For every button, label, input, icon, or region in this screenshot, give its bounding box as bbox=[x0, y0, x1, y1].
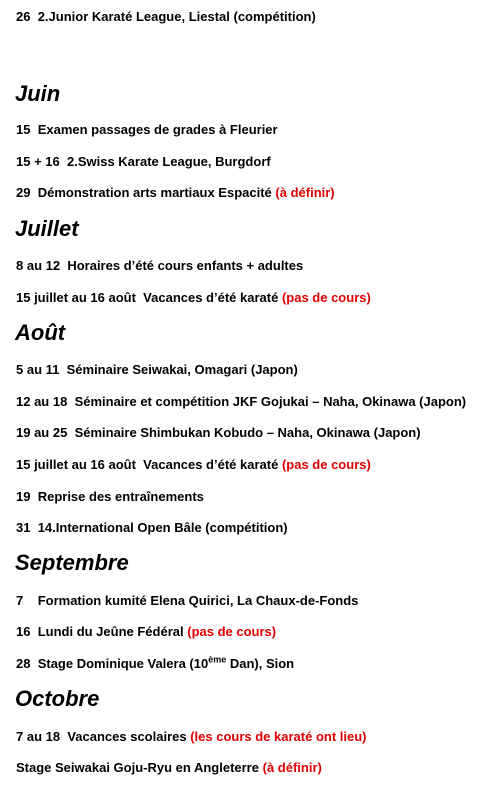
event-text-end: Dan), Sion bbox=[226, 656, 295, 671]
month-heading-octobre: Octobre bbox=[15, 686, 100, 711]
event-date: 19 bbox=[16, 489, 31, 504]
event-note: (les cours de karaté ont lieu) bbox=[190, 729, 367, 744]
event-text: Horaires d’été cours enfants + adultes bbox=[67, 258, 304, 273]
event-text: Stage Seiwakai Goju-Ryu en Angleterre bbox=[16, 760, 259, 775]
month-heading-septembre: Septembre bbox=[15, 550, 129, 575]
event-text: Séminaire Shimbukan Kobudo – Naha, Okinawa (Japon) bbox=[74, 425, 421, 440]
event-text: 2.Junior Karaté League, Liestal (compétition) bbox=[37, 9, 316, 24]
event-date: 16 bbox=[16, 624, 31, 639]
event-text-start: Stage Dominique Valera (10 bbox=[37, 656, 209, 671]
event-row bbox=[16, 760, 322, 776]
event-note: (à définir) bbox=[275, 185, 335, 200]
month-heading-juin: Juin bbox=[15, 81, 61, 106]
event-date: 28 bbox=[16, 656, 31, 671]
event-row bbox=[16, 489, 204, 505]
event-date: 26 bbox=[16, 9, 31, 24]
event-text: Séminaire et compétition JKF Gojukai – Naha, Okinawa (Japon) bbox=[74, 394, 467, 409]
event-text: Vacances scolaires bbox=[67, 729, 187, 744]
event-row bbox=[16, 520, 288, 536]
event-date: 15 juillet au 16 août bbox=[16, 457, 136, 472]
ordinal-superscript: ème bbox=[208, 654, 227, 665]
month-heading-juillet: Juillet bbox=[15, 216, 79, 241]
event-row bbox=[16, 656, 294, 672]
event-row bbox=[16, 362, 298, 378]
event-note: (à définir) bbox=[262, 760, 322, 775]
event-row bbox=[16, 122, 278, 138]
event-text: Vacances d’été karaté bbox=[143, 290, 279, 305]
event-text: Lundi du Jeûne Fédéral bbox=[37, 624, 184, 639]
event-text: Séminaire Seiwakai, Omagari (Japon) bbox=[66, 362, 298, 377]
event-text: Formation kumité Elena Quirici, La Chaux-de-Fonds bbox=[37, 593, 359, 608]
event-date: 15 juillet au 16 août bbox=[16, 290, 136, 305]
event-row bbox=[16, 624, 276, 640]
event-row bbox=[16, 258, 303, 274]
event-row bbox=[16, 593, 358, 609]
event-date: 8 au 12 bbox=[16, 258, 61, 273]
event-date: 29 bbox=[16, 185, 31, 200]
event-row bbox=[16, 154, 271, 170]
event-date: 15 + 16 bbox=[16, 154, 60, 169]
event-row bbox=[16, 290, 371, 306]
event-text bbox=[38, 656, 294, 671]
event-text: Reprise des entraînements bbox=[37, 489, 204, 504]
event-row bbox=[16, 9, 316, 25]
event-note: (pas de cours) bbox=[281, 457, 371, 472]
event-date: 5 au 11 bbox=[16, 362, 60, 377]
event-row bbox=[16, 457, 371, 473]
event-row bbox=[16, 729, 367, 745]
event-note: (pas de cours) bbox=[187, 624, 277, 639]
event-row bbox=[16, 425, 421, 441]
event-date: 31 bbox=[16, 520, 31, 535]
event-text: Vacances d’été karaté bbox=[143, 457, 279, 472]
event-text: Examen passages de grades à Fleurier bbox=[37, 122, 278, 137]
event-row bbox=[16, 185, 335, 201]
event-row bbox=[16, 394, 466, 410]
event-text: 2.Swiss Karate League, Burgdorf bbox=[66, 154, 271, 169]
event-date: 12 au 18 bbox=[16, 394, 68, 409]
event-note: (pas de cours) bbox=[281, 290, 371, 305]
event-text: 14.International Open Bâle (compétition) bbox=[37, 520, 288, 535]
event-date: 19 au 25 bbox=[16, 425, 68, 440]
month-heading-aout: Août bbox=[15, 320, 66, 345]
event-date: 7 bbox=[16, 593, 24, 608]
event-text: Démonstration arts martiaux Espacité bbox=[37, 185, 272, 200]
event-date: 15 bbox=[16, 122, 31, 137]
event-date: 7 au 18 bbox=[16, 729, 61, 744]
